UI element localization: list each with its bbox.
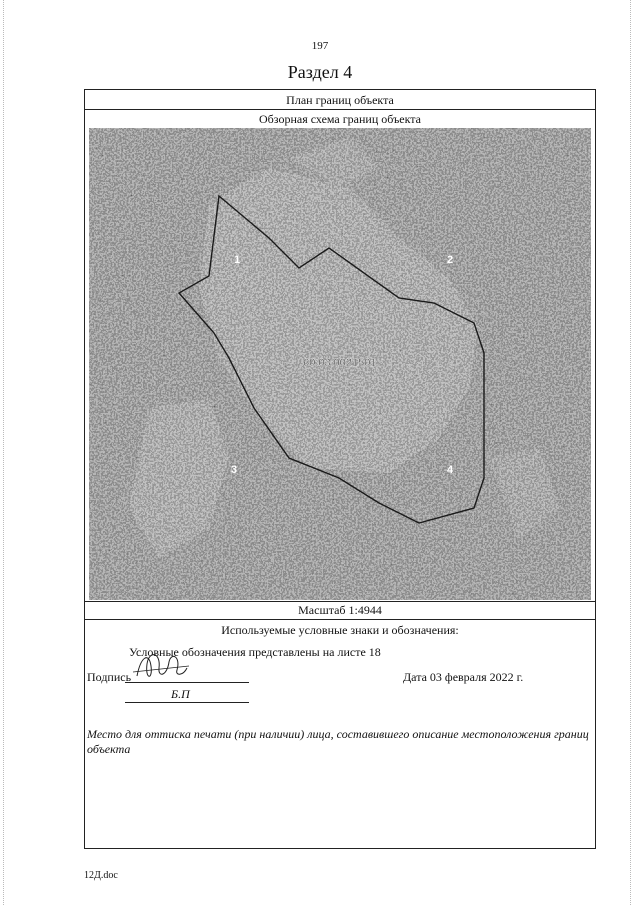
table-header: План границ объекта xyxy=(286,93,394,107)
signature-scribble xyxy=(131,646,191,686)
legend-reference: Условные обозначения представлены на листе 18 xyxy=(129,645,381,659)
signature-label: Подпись xyxy=(87,670,132,684)
row-divider xyxy=(85,619,595,620)
marker-4: 4 xyxy=(447,464,454,476)
right-margin-rule xyxy=(630,0,631,905)
legend-title: Используемые условные знаки и обозначения: xyxy=(221,623,459,637)
table-subheader: Обзорная схема границ объекта xyxy=(259,112,421,126)
signature-initials: Б.П xyxy=(171,687,190,701)
aerial-map-image xyxy=(89,128,591,600)
left-margin-rule xyxy=(3,0,4,905)
row-divider xyxy=(85,109,595,110)
signature-line xyxy=(125,682,249,683)
page-number: 197 xyxy=(311,40,329,52)
marker-1: 1 xyxy=(234,254,241,266)
stamp-place-note: Место для оттиска печати (при наличии) лица, составившего описание местоположения границ объекта xyxy=(87,727,589,756)
section-title: Раздел 4 xyxy=(287,62,353,82)
aerial-map xyxy=(89,128,591,600)
row-divider xyxy=(85,601,595,602)
boundary-plan-table xyxy=(84,89,596,849)
marker-3: 3 xyxy=(231,464,238,476)
marker-2: 2 xyxy=(447,254,454,266)
parcel-label: 60:03:0021501 xyxy=(303,357,377,369)
map-scale: Масштаб 1:4944 xyxy=(298,603,382,617)
signature-initials-line xyxy=(125,702,249,703)
document-date: Дата 03 февраля 2022 г. xyxy=(403,670,524,684)
footer-filename: 12Д.doc xyxy=(84,870,118,881)
